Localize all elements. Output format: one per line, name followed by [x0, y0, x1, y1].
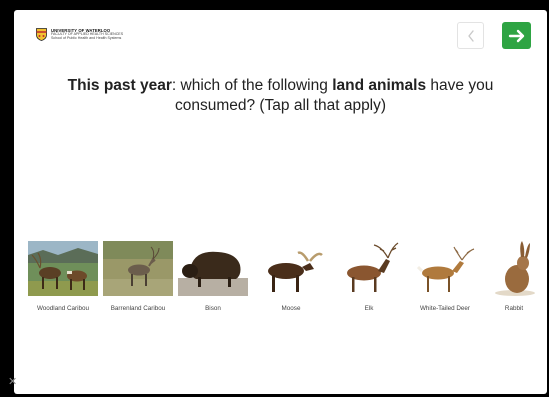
- animal-option-bison[interactable]: [174, 238, 252, 318]
- rabbit-image: [475, 238, 547, 296]
- animal-option-elk[interactable]: [330, 238, 408, 318]
- next-button[interactable]: [502, 22, 531, 49]
- crest-icon: [36, 28, 47, 41]
- animal-label: Woodland Caribou: [36, 305, 90, 312]
- question-part-2: have you consumed? (Tap all that apply): [174, 77, 494, 114]
- question-part-1: : which of the following: [171, 77, 333, 94]
- close-icon[interactable]: ✕: [8, 376, 18, 388]
- barrenland-caribou-image: [99, 238, 177, 296]
- logo-line-1: UNIVERSITY OF WATERLOO: [51, 27, 111, 33]
- woodland-caribou-image: [24, 238, 102, 296]
- moose-image: [252, 238, 330, 296]
- animal-label: White-Tailed Deer: [419, 305, 471, 312]
- question-bold-timeframe: This past year: [67, 77, 172, 94]
- animal-option-moose[interactable]: [252, 238, 330, 318]
- header: [14, 10, 547, 62]
- animal-option-woodland-caribou[interactable]: [24, 238, 102, 318]
- animal-label: Barrenland Caribou: [110, 305, 166, 312]
- back-button[interactable]: [457, 22, 484, 49]
- university-logo: [36, 28, 123, 41]
- logo-line-2: FACULTY OF APPLIED HEALTH SCIENCES: [51, 32, 124, 36]
- animal-option-rabbit[interactable]: [475, 238, 547, 318]
- question-bold-topic: land animals: [332, 77, 427, 94]
- animal-options: [14, 238, 547, 318]
- survey-screen: [14, 10, 547, 394]
- animal-label: Elk: [364, 305, 374, 312]
- animal-label: Bison: [205, 305, 221, 312]
- animal-label: Rabbit: [504, 305, 524, 312]
- bison-image: [174, 238, 252, 296]
- chevron-left-icon: [466, 29, 476, 43]
- animal-option-barrenland-caribou[interactable]: [99, 238, 177, 318]
- question-text: [44, 76, 517, 116]
- animal-label: Moose: [281, 305, 301, 312]
- elk-image: [330, 238, 408, 296]
- logo-line-3: School of Public Health and Health Systems: [51, 35, 122, 40]
- white-tailed-deer-image: [406, 238, 484, 296]
- arrow-right-icon: [508, 28, 526, 44]
